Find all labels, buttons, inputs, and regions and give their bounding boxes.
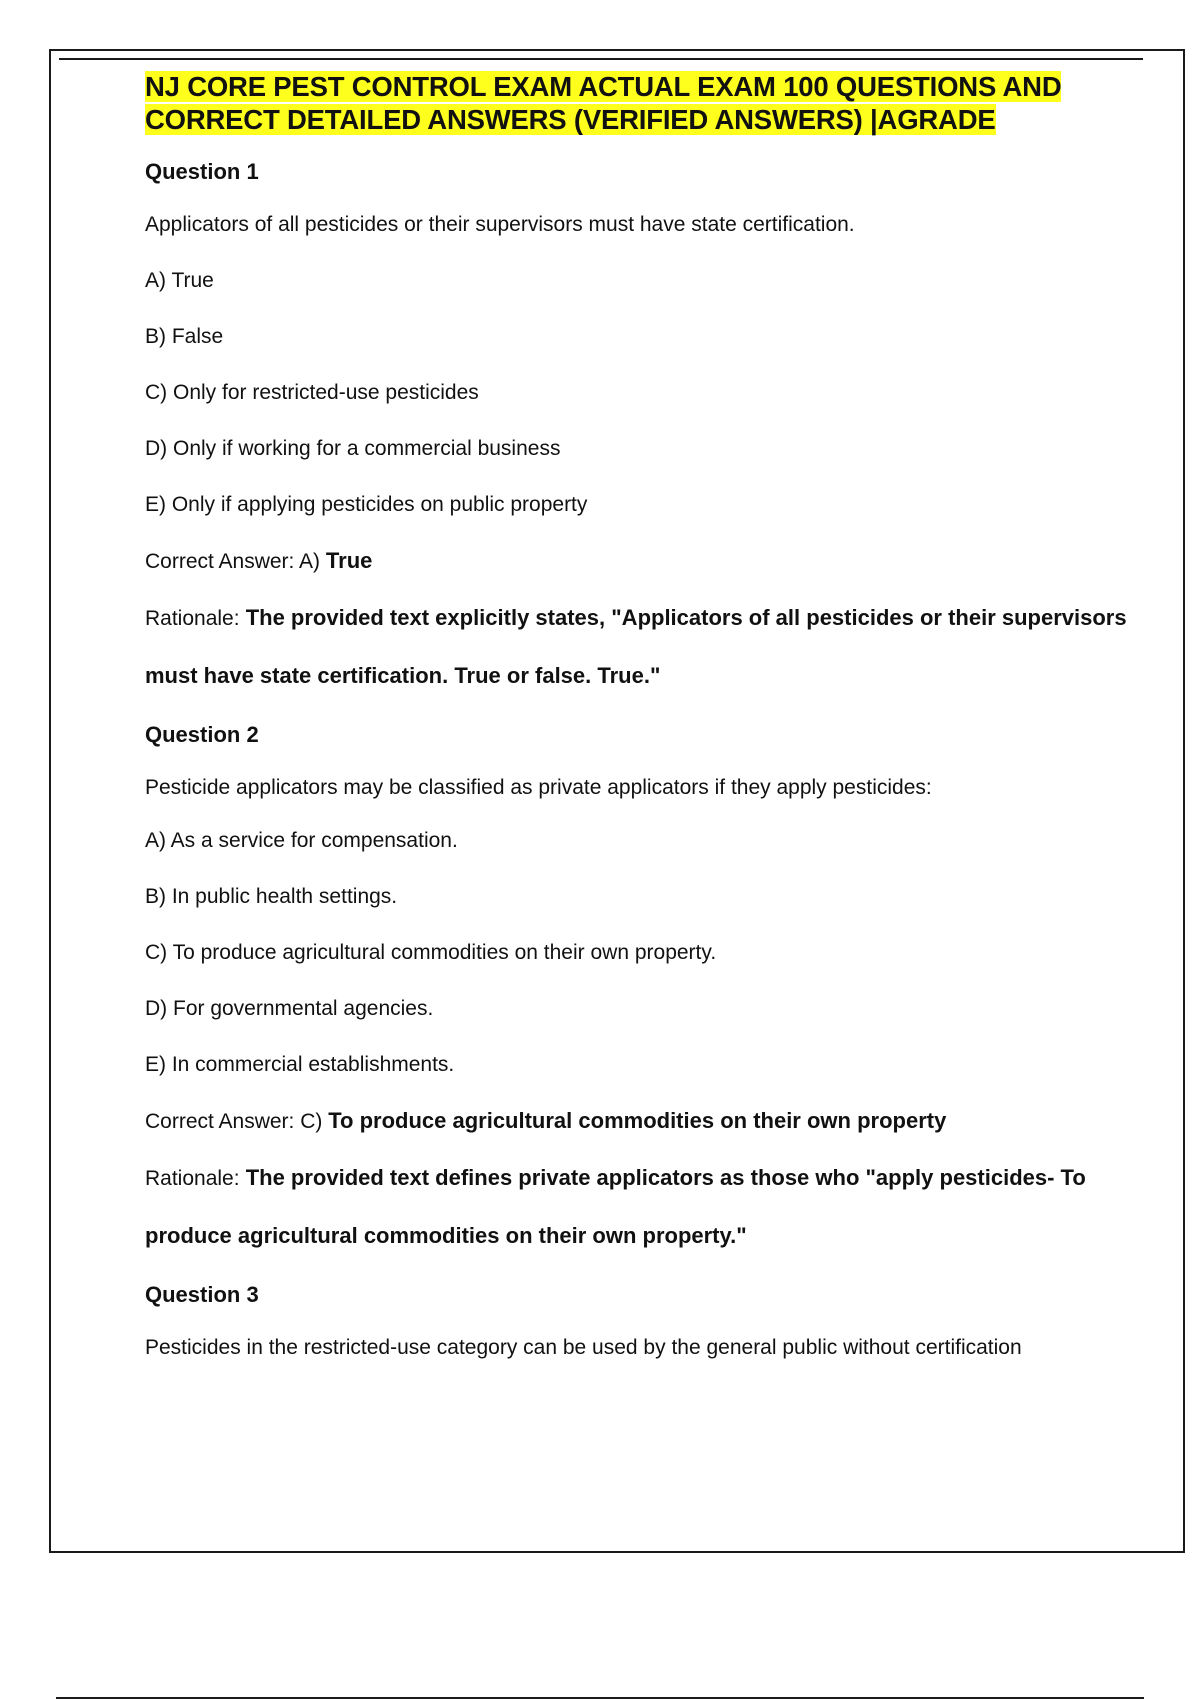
- rationale: [145, 590, 1135, 704]
- answer-option: D) Only if working for a commercial business: [145, 437, 561, 460]
- correct-answer-label: Correct Answer: C): [145, 1110, 323, 1133]
- answer-option: C) To produce agricultural commodities on their own property.: [145, 941, 717, 964]
- document-title: [145, 70, 1135, 136]
- rationale: [145, 1150, 1135, 1264]
- document-title-highlight: NJ CORE PEST CONTROL EXAM ACTUAL EXAM 100 QUESTIONS AND CORRECT DETAILED ANSWERS (VERIFIED ANSWERS) |AGRADE: [145, 71, 1062, 135]
- rationale-label: Rationale:: [145, 607, 240, 630]
- correct-answer-label: Correct Answer: A): [145, 550, 321, 573]
- answer-option: D) For governmental agencies.: [145, 997, 434, 1020]
- question-heading: Question 3: [145, 1282, 259, 1307]
- rationale-label: Rationale:: [145, 1167, 240, 1190]
- question-text: Pesticides in the restricted-use category can be used by the general public without certification: [145, 1336, 1022, 1359]
- correct-answer-value: To produce agricultural commodities on their own property: [328, 1108, 947, 1133]
- rationale-text: The provided text explicitly states, "Applicators of all pesticides or their supervisors must have state certification. True or false. True.": [145, 605, 1127, 688]
- answer-option: A) True: [145, 269, 214, 292]
- question-block: [145, 722, 1135, 1264]
- top-rule: [59, 58, 1143, 60]
- document-content: [145, 70, 1135, 1391]
- answer-option: B) False: [145, 325, 224, 348]
- answer-option: E) Only if applying pesticides on public property: [145, 493, 588, 516]
- bottom-rule: [56, 1697, 1144, 1699]
- question-text: Applicators of all pesticides or their supervisors must have state certification.: [145, 213, 855, 236]
- question-heading: Question 2: [145, 722, 259, 747]
- question-heading: Question 1: [145, 159, 259, 184]
- correct-answer: [145, 1108, 1135, 1135]
- correct-answer: [145, 548, 1135, 575]
- answer-option: E) In commercial establishments.: [145, 1053, 455, 1076]
- answer-option: A) As a service for compensation.: [145, 829, 458, 852]
- answer-option: C) Only for restricted-use pesticides: [145, 381, 479, 404]
- question-block: [145, 159, 1135, 704]
- correct-answer-value: True: [325, 548, 373, 573]
- answer-option: B) In public health settings.: [145, 885, 398, 908]
- rationale-text: The provided text defines private applicators as those who "apply pesticides- To produce agricultural commodities on their own property.": [145, 1165, 1086, 1248]
- question-block: [145, 1282, 1135, 1361]
- question-text: Pesticide applicators may be classified as private applicators if they apply pesticides:: [145, 776, 932, 799]
